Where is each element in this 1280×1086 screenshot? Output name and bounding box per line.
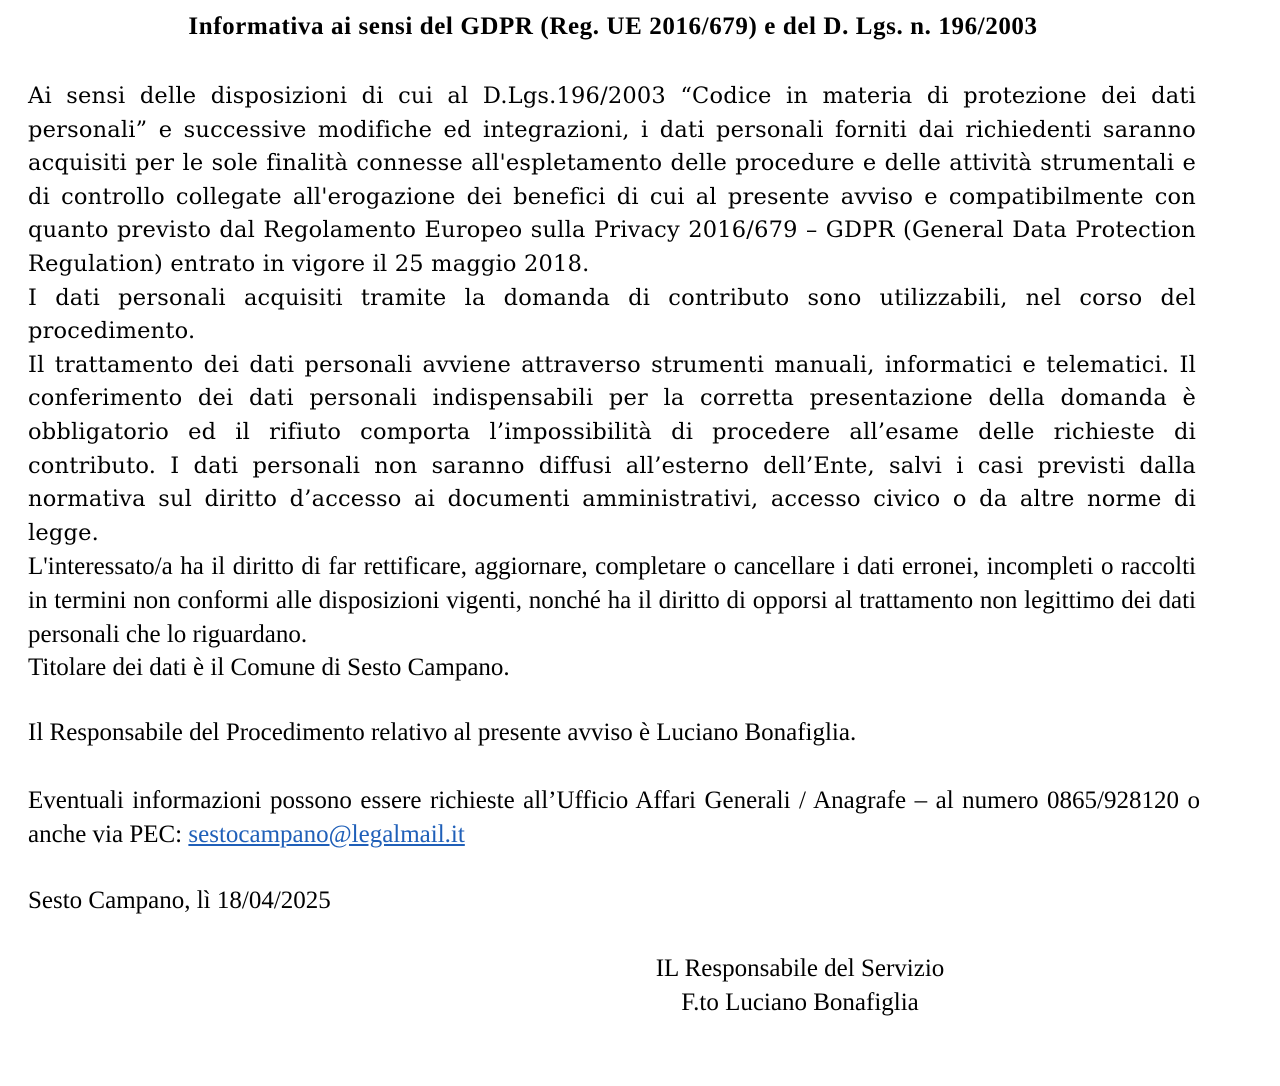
document-title: Informativa ai sensi del GDPR (Reg. UE 2016/679) e del D. Lgs. n. 196/2003 <box>188 13 1038 40</box>
contact-info-text: Eventuali informazioni possono essere richieste all’Ufficio Affari Generali / Anagrafe – al numero 0865/928120 o anche via PEC: <box>28 787 1200 848</box>
paragraph-contact-info <box>28 784 1200 851</box>
document-body <box>28 80 1196 685</box>
pec-email-link[interactable]: sestocampano@legalmail.it <box>188 820 465 848</box>
paragraph-data-controller: Titolare dei dati è il Comune di Sesto Campano. <box>28 654 510 682</box>
signature-block <box>610 952 990 1019</box>
paragraph-data-usage: I dati personali acquisiti tramite la domanda di contributo sono utilizzabili, nel corso del procedimento. <box>28 284 1196 345</box>
paragraph-gdpr-intro: Ai sensi delle disposizioni di cui al D.Lgs.196/2003 “Codice in materia di protezione dei dati personali” e successive modifiche ed integrazioni, i dati personali forniti dai richiedenti saranno acquisiti per le sole finalità connesse all'espletamento delle procedure e delle attività strumentali e di controllo collegate all'erogazione dei benefici di cui al presente avviso e compatibilmente con quanto previsto dal Regolamento Europeo sulla Privacy 2016/679 – GDPR (General Data Protection Regulation) entrato in vigore il 25 maggio 2018. <box>28 83 1196 277</box>
signature-role: IL Responsabile del Servizio <box>655 955 945 982</box>
place-date: Sesto Campano, lì 18/04/2025 <box>28 887 331 914</box>
paragraph-responsabile: Il Responsabile del Procedimento relativo al presente avviso è Luciano Bonafiglia. <box>28 719 857 746</box>
signature-name: F.to Luciano Bonafiglia <box>681 988 919 1016</box>
paragraph-data-processing: Il trattamento dei dati personali avviene attraverso strumenti manuali, informatici e telematici. Il conferimento dei dati personali indispensabili per la corretta presentazione della domanda è obbligatorio ed il rifiuto comporta l’impossibilità di procedere all’esame delle richieste di contributo. I dati personali non saranno diffusi all’esterno dell’Ente, salvi i casi previsti dalla normativa sul diritto d’accesso ai documenti amministrativi, accesso civico o da altre norme di legge. <box>28 351 1196 546</box>
paragraph-rights: L'interessato/a ha il diritto di far rettificare, aggiornare, completare o cancellare i dati erronei, incompleti o raccolti in termini non conformi alle disposizioni vigenti, nonché ha il diritto di opporsi al trattamento non legittimo dei dati personali che lo riguardano. <box>28 553 1196 648</box>
